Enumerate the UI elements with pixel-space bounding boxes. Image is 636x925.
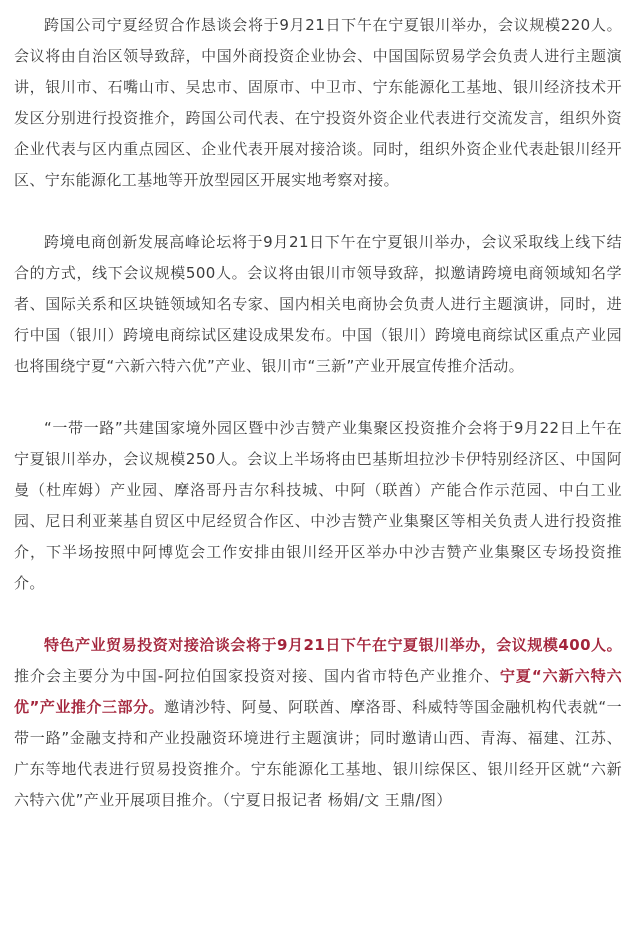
paragraph-text: 跨境电商创新发展高峰论坛将于9月21日下午在宁夏银川举办，会议采取线上线下结合的方式，线下会议规模500人。会议将由银川市领导致辞，拟邀请跨境电商领域知名学者、国际关系和区块链领域知名专家、国内相关电商协会负责人进行主题演讲，同时，进行中国（银川）跨境电商综试区建设成果发布。中国（银川）跨境电商综试区重点产业园也将围绕宁夏“六新六特六优”产业、银川市“三新”产业开展宣传推介活动。 <box>14 233 622 375</box>
paragraph-text: 邀请沙特、阿曼、阿联酋、摩洛哥、科威特等国金融机构代表就“一带一路”金融支持和产业投融资环境进行主题演讲；同时邀请山西、青海、福建、江苏、广东等地代表进行贸易投资推介。宁东能源化工基地、银川综保区、银川经开区就“六新六特六优”产业开展项目推介。（宁夏日报记者 杨娟/文 王鼎/图） <box>14 698 622 809</box>
paragraph-specialty-industry-trade <box>14 630 622 816</box>
paragraph-text: 推介会主要分为中国-阿拉伯国家投资对接、国内省市特色产业推介、 <box>14 667 500 685</box>
paragraph-belt-and-road-parks <box>14 413 622 599</box>
paragraph-text: 跨国公司宁夏经贸合作恳谈会将于9月21日下午在宁夏银川举办，会议规模220人。会议将由自治区领导致辞，中国外商投资企业协会、中国国际贸易学会负责人进行主题演讲，银川市、石嘴山市、吴忠市、固原市、中卫市、宁东能源化工基地、银川经济技术开发区分别进行投资推介，跨国公司代表、在宁投资外资企业代表进行交流发言，组织外资企业代表与区内重点园区、企业代表开展对接洽谈。同时，组织外资企业代表赴银川经开区、宁东能源化工基地等开放型园区开展实地考察对接。 <box>14 16 622 189</box>
highlighted-text: 特色产业贸易投资对接洽谈会将于9月21日下午在宁夏银川举办，会议规模400人。 <box>44 636 622 654</box>
paragraph-cross-border-ecommerce-forum <box>14 227 622 382</box>
paragraph-multinational-conference <box>14 10 622 196</box>
paragraph-text: “一带一路”共建国家境外园区暨中沙吉赞产业集聚区投资推介会将于9月22日上午在宁夏银川举办，会议规模250人。会议上半场将由巴基斯坦拉沙卡伊特别经济区、中国阿曼（杜库姆）产业园、摩洛哥丹吉尔科技城、中阿（联酋）产能合作示范园、中白工业园、尼日利亚莱基自贸区中尼经贸合作区、中沙吉赞产业集聚区等相关负责人进行投资推介，下半场按照中阿博览会工作安排由银川经开区举办中沙吉赞产业集聚区专场投资推介。 <box>14 419 622 592</box>
highlighted-text: 宁夏“六新六特六优”产业推介三部分。 <box>14 667 622 716</box>
